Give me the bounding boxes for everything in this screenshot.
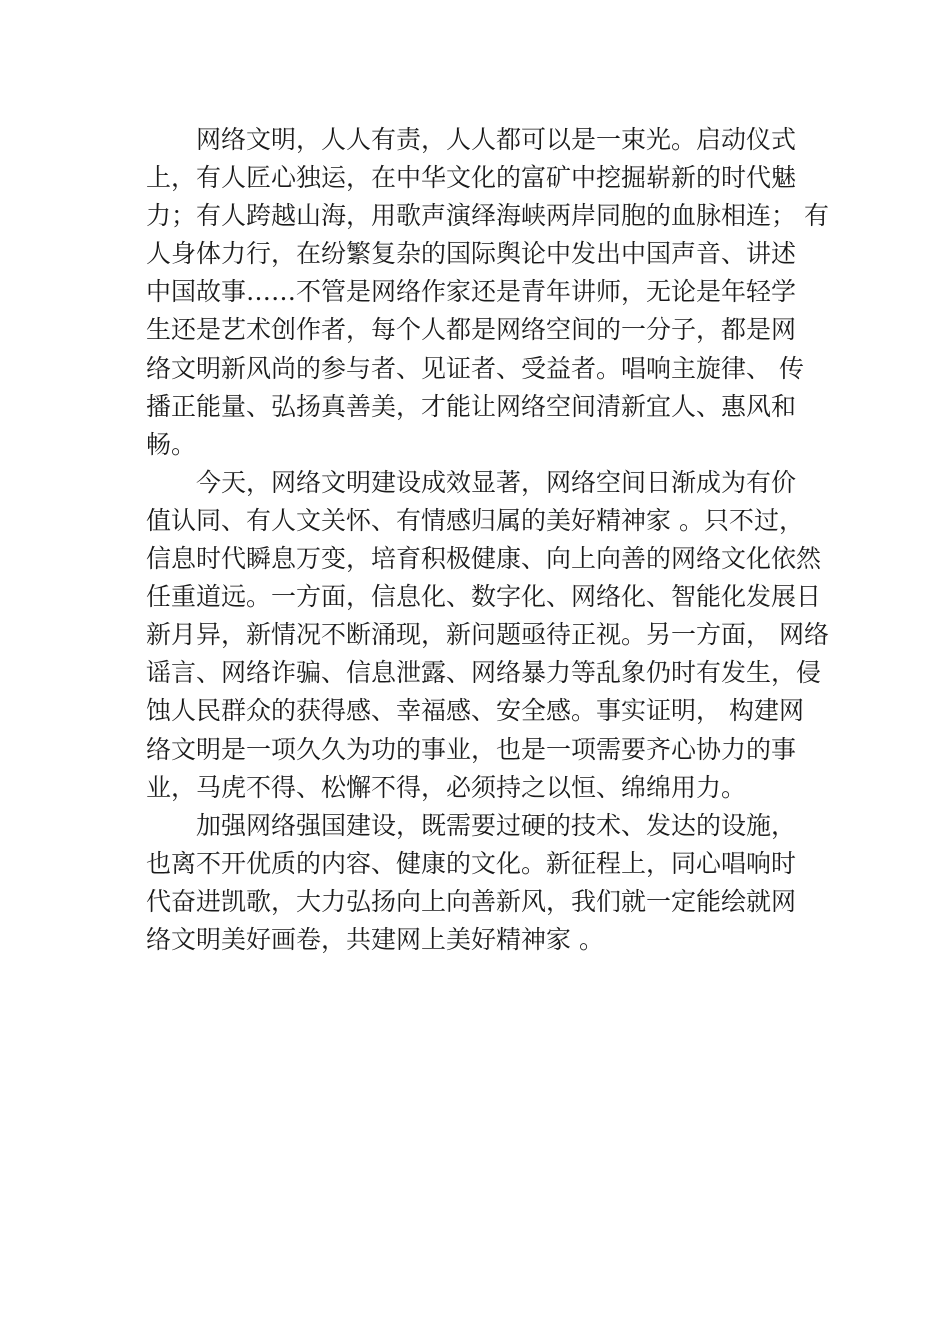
paragraph-line: 加强网络强国建设，既需要过硬的技术、发达的设施， bbox=[196, 810, 797, 840]
paragraph-line: 值认同、有人文关怀、有情感归属的美好精神家 。只不过， bbox=[146, 505, 804, 535]
paragraph-line: 上，有人匠心独运，在中华文化的富矿中挖掘崭新的时代魅 bbox=[146, 163, 797, 193]
paragraph-line: 今天，网络文明建设成效显著，网络空间日渐成为有价 bbox=[196, 467, 797, 497]
paragraph-line: 蚀人民群众的获得感、幸福感、安全感。事实证明， 构建网 bbox=[146, 696, 804, 726]
paragraph-2 bbox=[146, 464, 836, 807]
paragraph-3 bbox=[146, 807, 836, 959]
document-body bbox=[146, 121, 836, 959]
paragraph-line: 任重道远。一方面，信息化、数字化、网络化、智能化发展日 bbox=[146, 582, 822, 612]
paragraph-line: 网络文明，人人有责，人人都可以是一束光。启动仪式 bbox=[196, 125, 797, 154]
paragraph-line: 力；有人跨越山海，用歌声演绎海峡两岸同胞的血脉相连； 有 bbox=[146, 201, 829, 231]
paragraph-line: 中国故事……不管是网络作家还是青年讲师，无论是年轻学 bbox=[146, 277, 797, 307]
paragraph-line: 生还是艺术创作者，每个人都是网络空间的一分子，都是网 bbox=[146, 315, 797, 345]
paragraph-line: 络文明是一项久久为功的事业，也是一项需要齐心协力的事 bbox=[146, 734, 797, 764]
paragraph-1 bbox=[146, 121, 836, 464]
paragraph-line: 谣言、网络诈骗、信息泄露、网络暴力等乱象仍时有发生，侵 bbox=[146, 658, 822, 688]
paragraph-line: 也离不开优质的内容、健康的文化。新征程上，同心唱响时 bbox=[146, 848, 797, 878]
paragraph-line: 业，马虎不得、松懈不得，必须持之以恒、绵绵用力。 bbox=[146, 772, 747, 802]
paragraph-line: 播正能量、弘扬真善美，才能让网络空间清新宜人、惠风和 bbox=[146, 391, 797, 421]
paragraph-line: 畅。 bbox=[146, 429, 197, 459]
paragraph-line: 信息时代瞬息万变，培育积极健康、向上向善的网络文化依然 bbox=[146, 544, 822, 574]
paragraph-line: 络文明美好画卷，共建网上美好精神家 。 bbox=[146, 924, 604, 954]
paragraph-line: 新月异，新情况不断涌现，新问题亟待正视。另一方面， 网络 bbox=[146, 620, 829, 650]
paragraph-line: 络文明新风尚的参与者、见证者、受益者。唱响主旋律、 传 bbox=[146, 353, 804, 383]
paragraph-line: 人身体力行，在纷繁复杂的国际舆论中发出中国声音、讲述 bbox=[146, 239, 797, 269]
paragraph-line: 代奋进凯歌，大力弘扬向上向善新风，我们就一定能绘就网 bbox=[146, 886, 797, 916]
